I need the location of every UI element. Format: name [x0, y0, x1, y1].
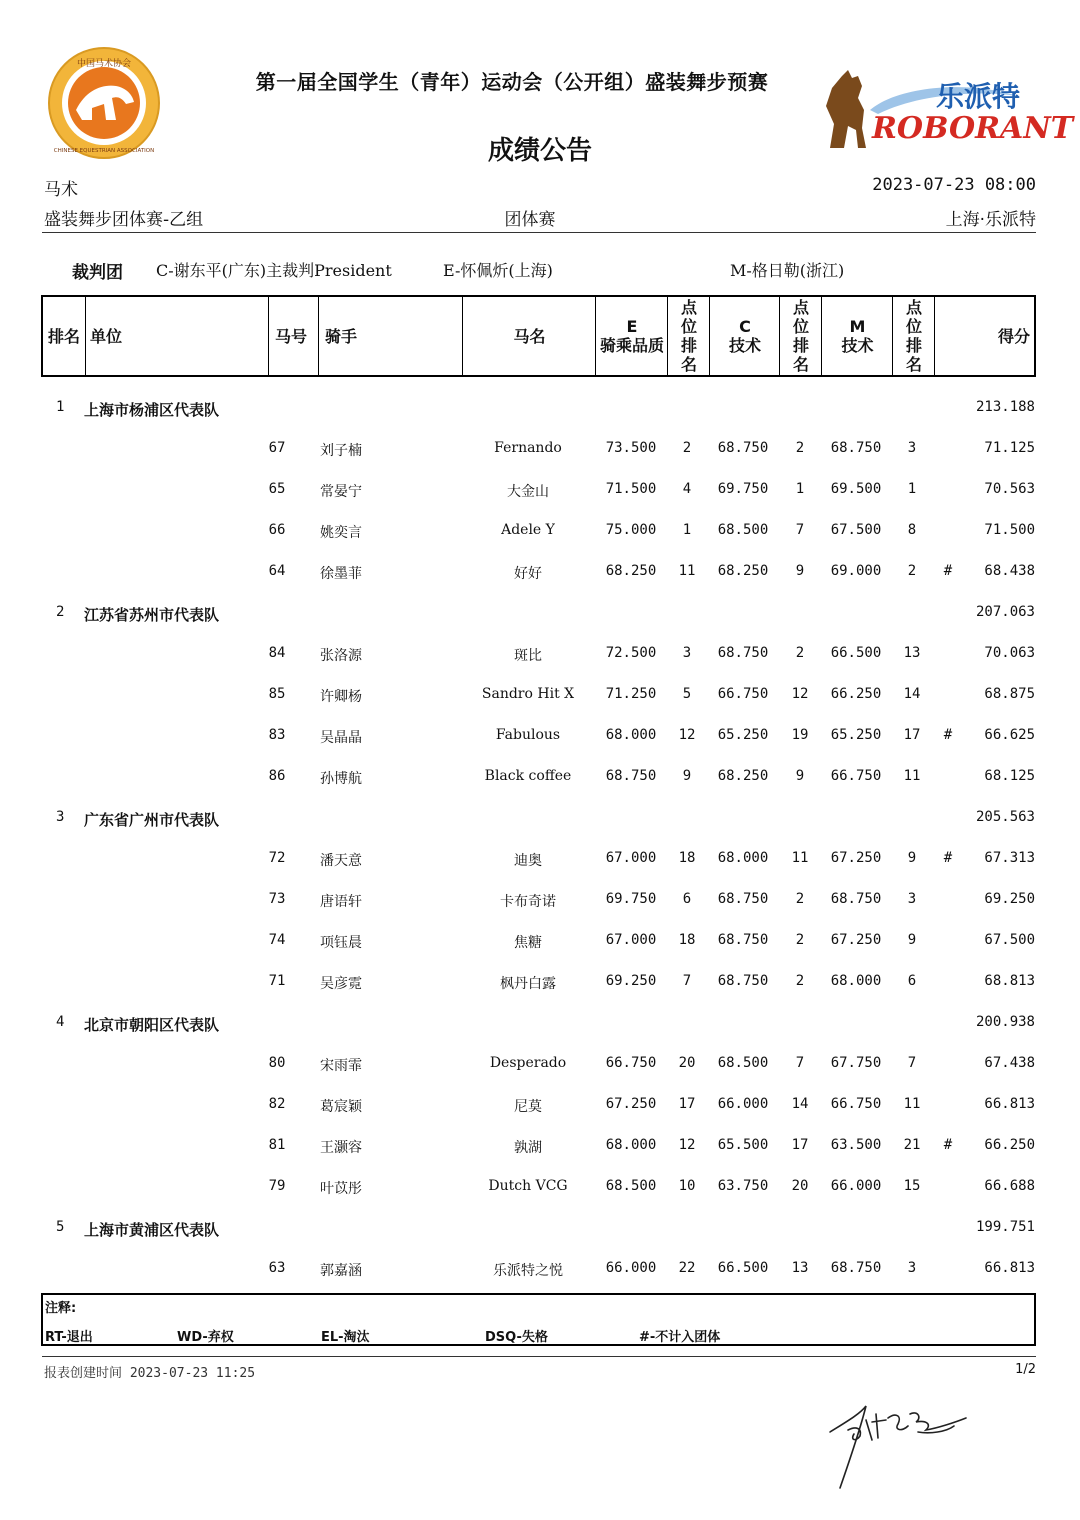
rider-score: 67.438: [984, 1055, 1035, 1071]
rider-score: 68.813: [984, 973, 1035, 989]
c-score: 66.500: [717, 1260, 769, 1276]
horse-name: 大金山: [507, 484, 549, 500]
rider-horse-number: 82: [268, 1096, 286, 1112]
header-divider: [42, 232, 1036, 233]
rider-row: [0, 765, 1080, 789]
horse-name: 好好: [514, 566, 542, 582]
e-placing: 4: [682, 481, 692, 497]
rider-row: [0, 888, 1080, 912]
rider-horse-number: 79: [268, 1178, 286, 1194]
c-placing: 2: [795, 932, 805, 948]
judge-m: M-格日勒(浙江): [730, 261, 845, 280]
e-score: 67.000: [605, 932, 657, 948]
rider-score: 70.063: [984, 645, 1035, 661]
c-placing: 14: [791, 1096, 809, 1112]
col-c-place-char3: 排: [792, 336, 809, 355]
rider-name: 刘子楠: [320, 443, 362, 459]
results-table-header: [41, 295, 1036, 377]
m-placing: 14: [903, 686, 921, 702]
rider-horse-number: 85: [268, 686, 286, 702]
c-score: 68.750: [717, 932, 769, 948]
m-placing: 11: [903, 1096, 921, 1112]
m-score: 67.750: [830, 1055, 882, 1071]
rider-row: [0, 1257, 1080, 1281]
c-score: 68.250: [717, 768, 769, 784]
col-unit: 单位: [85, 297, 269, 375]
rider-row: [0, 1175, 1080, 1199]
col-horse-no: 马号: [268, 297, 319, 375]
m-placing: 21: [903, 1137, 921, 1153]
judge-e: E-怀佩炘(上海): [443, 261, 553, 280]
team-row: [0, 396, 1080, 420]
footer-divider: [42, 1356, 1036, 1357]
svg-text:ROBORANT: ROBORANT: [872, 111, 1074, 146]
rider-score: 68.875: [984, 686, 1035, 702]
m-placing: 9: [907, 850, 917, 866]
e-placing: 6: [682, 891, 692, 907]
c-score: 68.750: [717, 645, 769, 661]
m-placing: 3: [907, 891, 917, 907]
team-row: [0, 601, 1080, 625]
rider-name: 宋雨霏: [320, 1058, 362, 1074]
c-placing: 17: [791, 1137, 809, 1153]
excluded-flag: #: [943, 563, 953, 579]
venue: 上海·乐派特: [945, 210, 1036, 230]
team-rank: 4: [56, 1014, 65, 1030]
m-score: 68.750: [830, 440, 882, 456]
rider-score: 68.438: [984, 563, 1035, 579]
rider-name: 张洛源: [320, 648, 362, 664]
m-score: 66.750: [830, 768, 882, 784]
c-score: 68.500: [717, 522, 769, 538]
e-score: 69.250: [605, 973, 657, 989]
rider-name: 王灏容: [320, 1140, 362, 1156]
e-score: 68.750: [605, 768, 657, 784]
rider-score: 66.813: [984, 1260, 1035, 1276]
col-e: [595, 297, 668, 375]
c-placing: 11: [791, 850, 809, 866]
rider-row: [0, 642, 1080, 666]
page-subtitle: 成绩公告: [487, 136, 592, 166]
e-placing: 10: [678, 1178, 696, 1194]
team-rank: 5: [56, 1219, 65, 1235]
rider-row: [0, 478, 1080, 502]
col-e-place-char1: 点: [680, 298, 697, 317]
col-e-place: [667, 297, 710, 375]
svg-text:中国马术协会: 中国马术协会: [76, 59, 132, 69]
e-score: 71.250: [605, 686, 657, 702]
e-score: 68.000: [605, 1137, 657, 1153]
m-placing: 15: [903, 1178, 921, 1194]
m-score: 67.250: [830, 850, 882, 866]
signature: [826, 1392, 976, 1496]
col-e-bottom: 骑乘品质: [599, 336, 664, 355]
rider-score: 71.500: [984, 522, 1035, 538]
m-placing: 8: [907, 522, 917, 538]
competition-title: 第一届全国学生（青年）运动会（公开组）盛装舞步预赛: [255, 70, 769, 94]
m-placing: 1: [907, 481, 917, 497]
team-name: 上海市黄浦区代表队: [84, 1221, 220, 1239]
c-placing: 19: [791, 727, 809, 743]
rider-name: 孙博航: [320, 771, 362, 787]
c-placing: 2: [795, 973, 805, 989]
rider-row: [0, 437, 1080, 461]
rider-score: 66.250: [984, 1137, 1035, 1153]
horse-name: Desperado: [489, 1055, 567, 1071]
c-placing: 7: [795, 1055, 805, 1071]
horse-name: Dutch VCG: [488, 1178, 568, 1194]
rider-name: 常晏宁: [320, 484, 362, 500]
rider-name: 项钰晨: [320, 935, 362, 951]
note-wd: WD-弃权: [177, 1330, 234, 1345]
rider-name: 徐墨菲: [320, 566, 362, 582]
rider-score: 69.250: [984, 891, 1035, 907]
sport-label: 马术: [44, 180, 78, 200]
col-e-place-char4: 名: [680, 355, 697, 374]
c-score: 65.250: [717, 727, 769, 743]
col-m-bottom: 技术: [841, 336, 874, 355]
rider-score: 67.313: [984, 850, 1035, 866]
team-name: 江苏省苏州市代表队: [84, 606, 220, 624]
team-rank: 3: [56, 809, 65, 825]
c-placing: 7: [795, 522, 805, 538]
e-score: 71.500: [605, 481, 657, 497]
note-excluded: #-不计入团体: [639, 1330, 721, 1345]
rider-horse-number: 72: [268, 850, 286, 866]
c-placing: 2: [795, 891, 805, 907]
svg-text:CHINESE EQUESTRIAN ASSOCIATION: CHINESE EQUESTRIAN ASSOCIATION: [53, 148, 155, 154]
rider-row: [0, 847, 1080, 871]
m-placing: 3: [907, 440, 917, 456]
event-type: 团体赛: [504, 210, 556, 230]
rider-name: 许卿杨: [320, 689, 362, 705]
judges-label: 裁判团: [72, 263, 123, 283]
rider-score: 68.125: [984, 768, 1035, 784]
rider-horse-number: 81: [268, 1137, 286, 1153]
rider-horse-number: 64: [268, 563, 286, 579]
rider-horse-number: 83: [268, 727, 286, 743]
m-placing: 17: [903, 727, 921, 743]
col-e-top: E: [626, 317, 638, 336]
rider-row: [0, 1093, 1080, 1117]
team-total: 200.938: [975, 1014, 1035, 1030]
e-placing: 2: [682, 440, 692, 456]
c-score: 68.750: [717, 891, 769, 907]
e-placing: 17: [678, 1096, 696, 1112]
m-score: 66.750: [830, 1096, 882, 1112]
judge-c: C-谢东平(广东)主裁判President: [156, 261, 392, 280]
rider-row: [0, 519, 1080, 543]
c-score: 65.500: [717, 1137, 769, 1153]
e-score: 72.500: [605, 645, 657, 661]
m-score: 68.750: [830, 891, 882, 907]
e-score: 68.500: [605, 1178, 657, 1194]
m-placing: 2: [907, 563, 917, 579]
rider-score: 66.813: [984, 1096, 1035, 1112]
m-score: 67.500: [830, 522, 882, 538]
rider-row: [0, 560, 1080, 584]
rider-horse-number: 80: [268, 1055, 286, 1071]
event-name: 盛装舞步团体赛-乙组: [44, 210, 204, 230]
col-score: 得分: [934, 297, 1034, 375]
e-placing: 5: [682, 686, 692, 702]
team-total: 205.563: [975, 809, 1035, 825]
rider-row: [0, 683, 1080, 707]
e-placing: 20: [678, 1055, 696, 1071]
e-score: 68.250: [605, 563, 657, 579]
horse-name: 斑比: [514, 648, 542, 664]
page-number: 1/2: [1015, 1362, 1036, 1377]
e-placing: 9: [682, 768, 692, 784]
col-c-place: [779, 297, 822, 375]
e-score: 66.000: [605, 1260, 657, 1276]
team-total: 213.188: [975, 399, 1035, 415]
horse-name: 焦糖: [514, 935, 542, 951]
col-e-place-char3: 排: [680, 336, 697, 355]
col-c-bottom: 技术: [728, 336, 761, 355]
m-score: 69.500: [830, 481, 882, 497]
col-m-place-char1: 点: [905, 298, 922, 317]
rider-row: [0, 970, 1080, 994]
e-placing: 11: [678, 563, 696, 579]
excluded-flag: #: [943, 1137, 953, 1153]
horse-name: Fabulous: [495, 727, 561, 743]
col-horse: 马名: [462, 297, 596, 375]
rider-horse-number: 84: [268, 645, 286, 661]
horse-name: 卡布奇诺: [500, 894, 556, 910]
notes-box: [41, 1293, 1036, 1346]
rider-horse-number: 86: [268, 768, 286, 784]
rider-horse-number: 74: [268, 932, 286, 948]
horse-name: Fernando: [494, 440, 562, 456]
e-score: 67.000: [605, 850, 657, 866]
col-m-top: M: [849, 317, 866, 336]
c-score: 69.750: [717, 481, 769, 497]
e-score: 75.000: [605, 522, 657, 538]
excluded-flag: #: [943, 850, 953, 866]
e-placing: 1: [682, 522, 692, 538]
team-rank: 1: [56, 399, 65, 415]
c-score: 68.500: [717, 1055, 769, 1071]
rider-horse-number: 67: [268, 440, 286, 456]
team-row: [0, 1011, 1080, 1035]
horse-name: 孰湖: [514, 1140, 542, 1156]
e-placing: 18: [678, 932, 696, 948]
col-m-place-char3: 排: [905, 336, 922, 355]
m-placing: 11: [903, 768, 921, 784]
col-c: [709, 297, 780, 375]
excluded-flag: #: [943, 727, 953, 743]
c-score: 68.750: [717, 973, 769, 989]
rider-name: 唐语轩: [320, 894, 362, 910]
col-e-place-char2: 位: [680, 317, 697, 336]
rider-row: [0, 1134, 1080, 1158]
report-created-time: 报表创建时间 2023-07-23 11:25: [44, 1366, 256, 1381]
rider-name: 叶苡彤: [320, 1181, 362, 1197]
rider-name: 潘天意: [320, 853, 362, 869]
rider-name: 吴晶晶: [320, 730, 362, 746]
col-m: [821, 297, 893, 375]
m-placing: 13: [903, 645, 921, 661]
rider-score: 66.688: [984, 1178, 1035, 1194]
e-placing: 18: [678, 850, 696, 866]
rider-score: 67.500: [984, 932, 1035, 948]
e-placing: 12: [678, 727, 696, 743]
e-score: 67.250: [605, 1096, 657, 1112]
horse-name: 枫丹白露: [500, 976, 556, 992]
rider-score: 70.563: [984, 481, 1035, 497]
col-rank: 排名: [48, 326, 81, 346]
team-total: 207.063: [975, 604, 1035, 620]
rider-row: [0, 724, 1080, 748]
m-placing: 6: [907, 973, 917, 989]
c-placing: 2: [795, 645, 805, 661]
c-placing: 9: [795, 768, 805, 784]
horse-name: 尼莫: [514, 1099, 542, 1115]
m-score: 67.250: [830, 932, 882, 948]
c-score: 68.750: [717, 440, 769, 456]
col-c-place-char2: 位: [792, 317, 809, 336]
team-row: [0, 1216, 1080, 1240]
team-row: [0, 806, 1080, 830]
rider-score: 71.125: [984, 440, 1035, 456]
event-datetime: 2023-07-23 08:00: [872, 175, 1036, 195]
rider-horse-number: 73: [268, 891, 286, 907]
note-dsq: DSQ-失格: [485, 1330, 548, 1345]
col-rider: 骑手: [318, 297, 463, 375]
rider-horse-number: 71: [268, 973, 286, 989]
m-placing: 7: [907, 1055, 917, 1071]
m-score: 68.750: [830, 1260, 882, 1276]
team-name: 北京市朝阳区代表队: [84, 1016, 220, 1034]
rider-horse-number: 65: [268, 481, 286, 497]
horse-name: 迪奥: [514, 853, 542, 869]
e-score: 69.750: [605, 891, 657, 907]
team-name: 广东省广州市代表队: [84, 811, 220, 829]
rider-name: 葛宸颖: [320, 1099, 362, 1115]
rider-name: 吴彦霓: [320, 976, 362, 992]
m-placing: 9: [907, 932, 917, 948]
horse-name: 乐派特之悦: [493, 1263, 563, 1279]
team-total: 199.751: [975, 1219, 1035, 1235]
rider-row: [0, 1052, 1080, 1076]
e-score: 66.750: [605, 1055, 657, 1071]
m-score: 65.250: [830, 727, 882, 743]
team-rank: 2: [56, 604, 65, 620]
c-score: 68.250: [717, 563, 769, 579]
e-score: 73.500: [605, 440, 657, 456]
m-score: 66.000: [830, 1178, 882, 1194]
c-score: 68.000: [717, 850, 769, 866]
rider-score: 66.625: [984, 727, 1035, 743]
horse-name: Adele Y: [501, 522, 555, 538]
c-placing: 1: [795, 481, 805, 497]
horse-name: Black coffee: [484, 768, 572, 784]
note-el: EL-淘汰: [321, 1330, 370, 1345]
c-score: 63.750: [717, 1178, 769, 1194]
horse-name: Sandro Hit X: [481, 686, 575, 702]
col-m-place-char4: 名: [905, 355, 922, 374]
svg-text:乐派特: 乐派特: [936, 80, 1021, 113]
col-c-place-char1: 点: [792, 298, 809, 317]
c-placing: 13: [791, 1260, 809, 1276]
col-m-place: [892, 297, 935, 375]
c-placing: 20: [791, 1178, 809, 1194]
rider-name: 郭嘉涵: [320, 1263, 362, 1279]
rider-horse-number: 63: [268, 1260, 286, 1276]
e-placing: 12: [678, 1137, 696, 1153]
c-placing: 9: [795, 563, 805, 579]
rider-name: 姚奕言: [320, 525, 362, 541]
c-score: 66.000: [717, 1096, 769, 1112]
e-placing: 7: [682, 973, 692, 989]
e-score: 68.000: [605, 727, 657, 743]
m-placing: 3: [907, 1260, 917, 1276]
col-m-place-char2: 位: [905, 317, 922, 336]
m-score: 68.000: [830, 973, 882, 989]
c-placing: 12: [791, 686, 809, 702]
c-score: 66.750: [717, 686, 769, 702]
m-score: 63.500: [830, 1137, 882, 1153]
notes-label: 注释:: [45, 1301, 77, 1316]
team-name: 上海市杨浦区代表队: [84, 401, 220, 419]
e-placing: 3: [682, 645, 692, 661]
m-score: 69.000: [830, 563, 882, 579]
rider-row: [0, 929, 1080, 953]
col-c-top: C: [739, 317, 751, 336]
rider-horse-number: 66: [268, 522, 286, 538]
m-score: 66.250: [830, 686, 882, 702]
col-c-place-char4: 名: [792, 355, 809, 374]
c-placing: 2: [795, 440, 805, 456]
e-placing: 22: [678, 1260, 696, 1276]
m-score: 66.500: [830, 645, 882, 661]
note-rt: RT-退出: [45, 1330, 93, 1345]
